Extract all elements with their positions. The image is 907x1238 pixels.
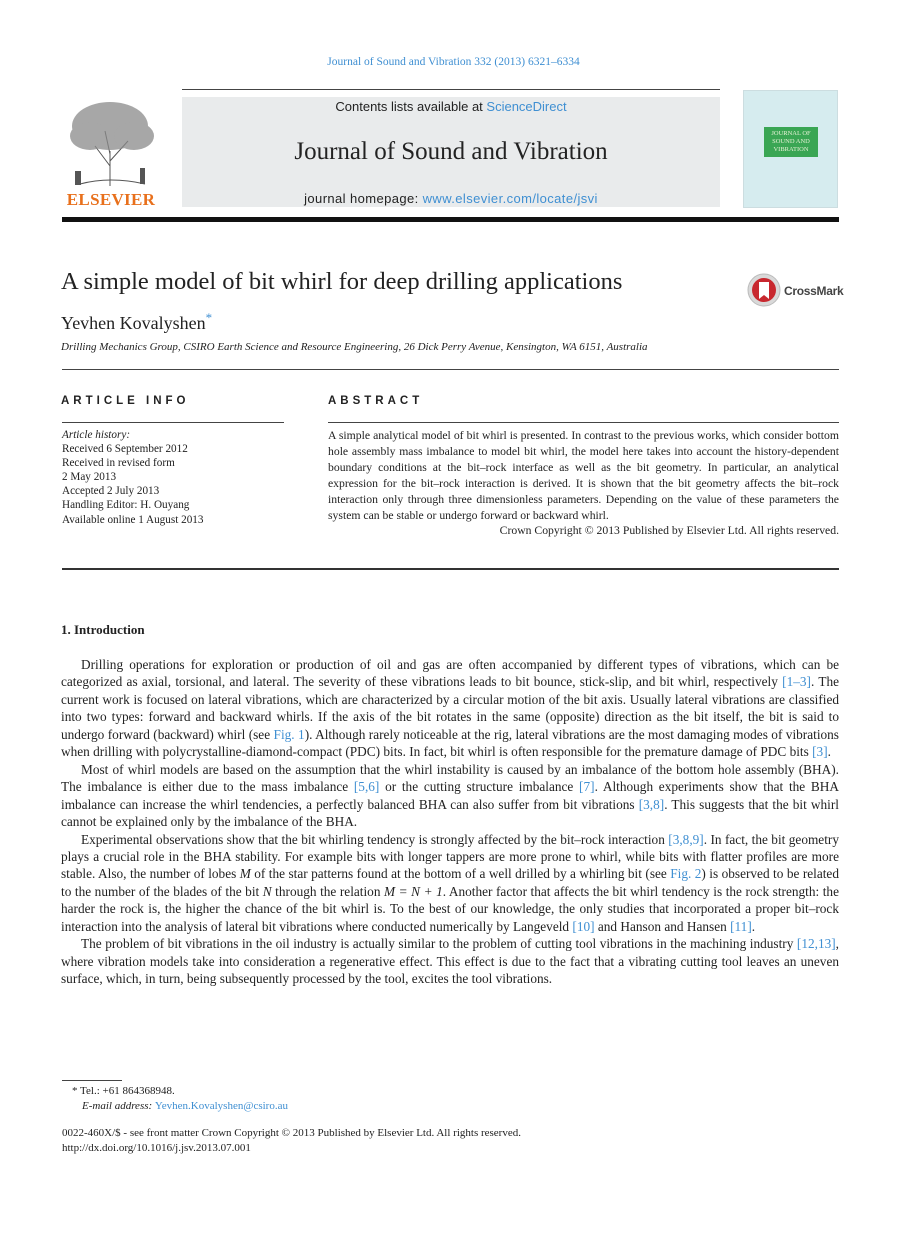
abstract-rule <box>328 422 839 423</box>
reference-link[interactable]: [11] <box>730 918 752 934</box>
reference-link[interactable]: [7] <box>579 779 595 795</box>
article-info-heading: ARTICLE INFO <box>61 395 190 407</box>
math-relation: M = N + 1 <box>384 883 443 899</box>
cover-title: JOURNAL OF SOUND AND VIBRATION <box>764 127 818 157</box>
text-run: . Another factor that affects the bit whirl tendency is the rock strength: the harder the rock is, the higher the chance of the bit whirl is. To the best of our knowledge, the only studies that incorporated a proper bit–rock interaction into the analysis of lateral bit vibrations where conducted numerically by Langeveld <box>61 883 839 934</box>
math-symbol: N <box>262 883 272 899</box>
text-run: , where vibration models take into consideration a regenerative effect. This effect is due to the fact that a vibrating cutting tool leaves an uneven surface, which, in turn, being subsequently processed by the tool, excites the tool vibrations. <box>61 936 839 987</box>
reference-link[interactable]: [5,6] <box>353 779 380 795</box>
text-run: . Although experiments show that the BHA imbalance can increase the whirl tendencies, a perfectly balanced BHA can also suffer from bit vibrations <box>61 779 839 812</box>
contents-line <box>182 99 720 114</box>
text-run: . <box>827 744 831 760</box>
paragraph <box>61 656 839 761</box>
history-item: Received 6 September 2012 <box>62 443 188 456</box>
math-symbol: M <box>239 866 251 882</box>
paragraph <box>61 935 839 987</box>
journal-title: Journal of Sound and Vibration <box>294 138 608 165</box>
figure-link[interactable]: Fig. 2 <box>670 866 702 882</box>
author-name <box>61 310 212 334</box>
reference-link[interactable]: [3,8,9] <box>668 831 704 847</box>
text-run: The problem of bit vibrations in the oil industry is actually similar to the problem of cutting tool vibrations in the machining industry <box>81 936 797 952</box>
reference-link[interactable]: [1–3] <box>782 674 811 690</box>
text-run: Drilling operations for exploration or production of oil and gas are often accompanied by different types of vibrations, which can be categorized as axial, torsional, and lateral. The severity of these vibrations leads to bit bounce, stick-slip, and bit whirl, respectively <box>61 657 839 690</box>
front-matter <box>62 1126 521 1155</box>
text-run: ) is observed to be related to the number of the blades of the bit <box>61 866 839 899</box>
reference-link[interactable]: [12,13] <box>796 936 836 952</box>
history-item: 2 May 2013 <box>62 471 117 484</box>
author-footnote-mark[interactable]: * <box>205 310 213 325</box>
info-top-rule <box>62 369 839 370</box>
history-item: Handling Editor: H. Ouyang <box>62 499 190 512</box>
text-run: . This suggests that the bit whirl cannot be explained only by the imbalance of the BHA. <box>61 796 839 830</box>
article-info-rule <box>62 422 284 423</box>
text-run: or the cutting structure imbalance <box>379 779 580 795</box>
paragraph <box>61 761 839 831</box>
article-history <box>62 428 203 527</box>
footnote-tel: * Tel.: +61 864368948. <box>72 1085 175 1097</box>
abstract-body <box>328 428 839 539</box>
paragraph <box>61 831 839 936</box>
abstract-heading: ABSTRACT <box>328 395 424 407</box>
email-link[interactable]: Yevhen.Kovalyshen@csiro.au <box>154 1099 288 1112</box>
article-title: A simple model of bit whirl for deep drilling applications <box>61 268 623 295</box>
history-item: Accepted 2 July 2013 <box>62 485 160 498</box>
text-run: . The current work is focused on lateral vibrations, which are characterized by a circular motion of the bit axis. Usually lateral vibrations are classified into two types: forward and backward whirls. If the axis of the bit rotates in the same (opposite) direction as the bit itself, the bit is said to undergo forward (backward) whirl (see <box>61 674 839 742</box>
text-run: of the star patterns found at the bottom of a well drilled by a whirling bit (see <box>250 866 671 882</box>
contents-prefix: Contents lists available at <box>335 99 487 114</box>
abstract-bottom-rule <box>62 568 839 570</box>
section-heading-introduction: 1. Introduction <box>61 622 145 637</box>
abstract-text: A simple analytical model of bit whirl is presented. In contrast to the previous works, which consider bottom hole assembly mass imbalance to model bit whirl, the model here takes into account the history-dependent boundary conditions at the bit–rock interface as well as the bit geometry. In particular, an analytical expression for the bit–rock interaction is derived. It is shown that the bit geometry affects the bit–rock interaction only through three dimensionless parameters. Depending on the value of these parameters the system can be stable or undergo forward or backward whirl. <box>328 429 839 522</box>
crossmark-label: CrossMark <box>784 284 844 298</box>
history-label: Article history: <box>62 429 131 441</box>
figure-link[interactable]: Fig. 1 <box>273 726 305 742</box>
footnote <box>62 1084 288 1113</box>
text-run: Most of whirl models are based on the assumption that the whirl instability is caused by an imbalance of the bottom hole assembly (BHA). The imbalance is either due to the mass imbalance <box>61 761 839 795</box>
reference-link[interactable]: [3] <box>812 744 828 760</box>
sciencedirect-link[interactable]: ScienceDirect <box>486 99 567 114</box>
text-run: . In fact, the bit geometry plays a crucial role in the BHA stability. For example bits with longer tappers are more prone to whirl, while bits with flatter profiles are more stable. Also, the number of lobes <box>61 831 839 882</box>
history-item: Available online 1 August 2013 <box>62 513 204 526</box>
homepage-prefix: journal homepage: <box>304 191 423 206</box>
reference-link[interactable]: [10] <box>572 918 595 934</box>
text-run: Experimental observations show that the bit whirling tendency is strongly affected by the bit–rock interaction <box>81 831 669 847</box>
text-run: through the relation <box>271 883 385 899</box>
email-label: E-mail address: <box>82 1099 155 1112</box>
abstract-copyright: Crown Copyright © 2013 Published by Elsevier Ltd. All rights reserved. <box>499 524 839 538</box>
author-affiliation: Drilling Mechanics Group, CSIRO Earth Science and Resource Engineering, 26 Dick Perry Avenue, Kensington, WA 6151, Australia <box>61 341 648 353</box>
text-run: and Hanson and Hansen <box>594 918 731 934</box>
issn-line: 0022-460X/$ - see front matter Crown Copyright © 2013 Published by Elsevier Ltd. All rights reserved. <box>62 1127 521 1139</box>
introduction-body <box>61 656 839 988</box>
journal-citation[interactable]: Journal of Sound and Vibration 332 (2013) 6321–6334 <box>327 56 580 68</box>
elsevier-wordmark: ELSEVIER <box>66 190 156 209</box>
crossmark-icon <box>746 272 782 308</box>
reference-link[interactable]: [3,8] <box>638 796 665 812</box>
journal-cover-thumbnail[interactable] <box>743 90 838 208</box>
footnote-rule <box>62 1080 122 1081</box>
homepage-link[interactable]: www.elsevier.com/locate/jsvi <box>422 191 598 206</box>
header-top-rule <box>182 89 720 90</box>
doi-link[interactable]: http://dx.doi.org/10.1016/j.jsv.2013.07.001 <box>62 1141 251 1154</box>
journal-homepage <box>182 191 720 206</box>
text-run: ). Although rarely noticeable at the rig, lateral vibrations are the most damaging modes of vibrations when drilling with polycrystalline-diamond-compact (PDC) bits. In fact, bit whirl is often responsible for the premature damage of PDC bits <box>61 726 839 760</box>
footnote-email-line <box>62 1099 288 1114</box>
author-name-text: Yevhen Kovalyshen <box>61 313 206 333</box>
text-run: . <box>751 918 756 934</box>
history-item: Received in revised form <box>62 457 175 470</box>
header-thick-rule <box>62 217 839 222</box>
